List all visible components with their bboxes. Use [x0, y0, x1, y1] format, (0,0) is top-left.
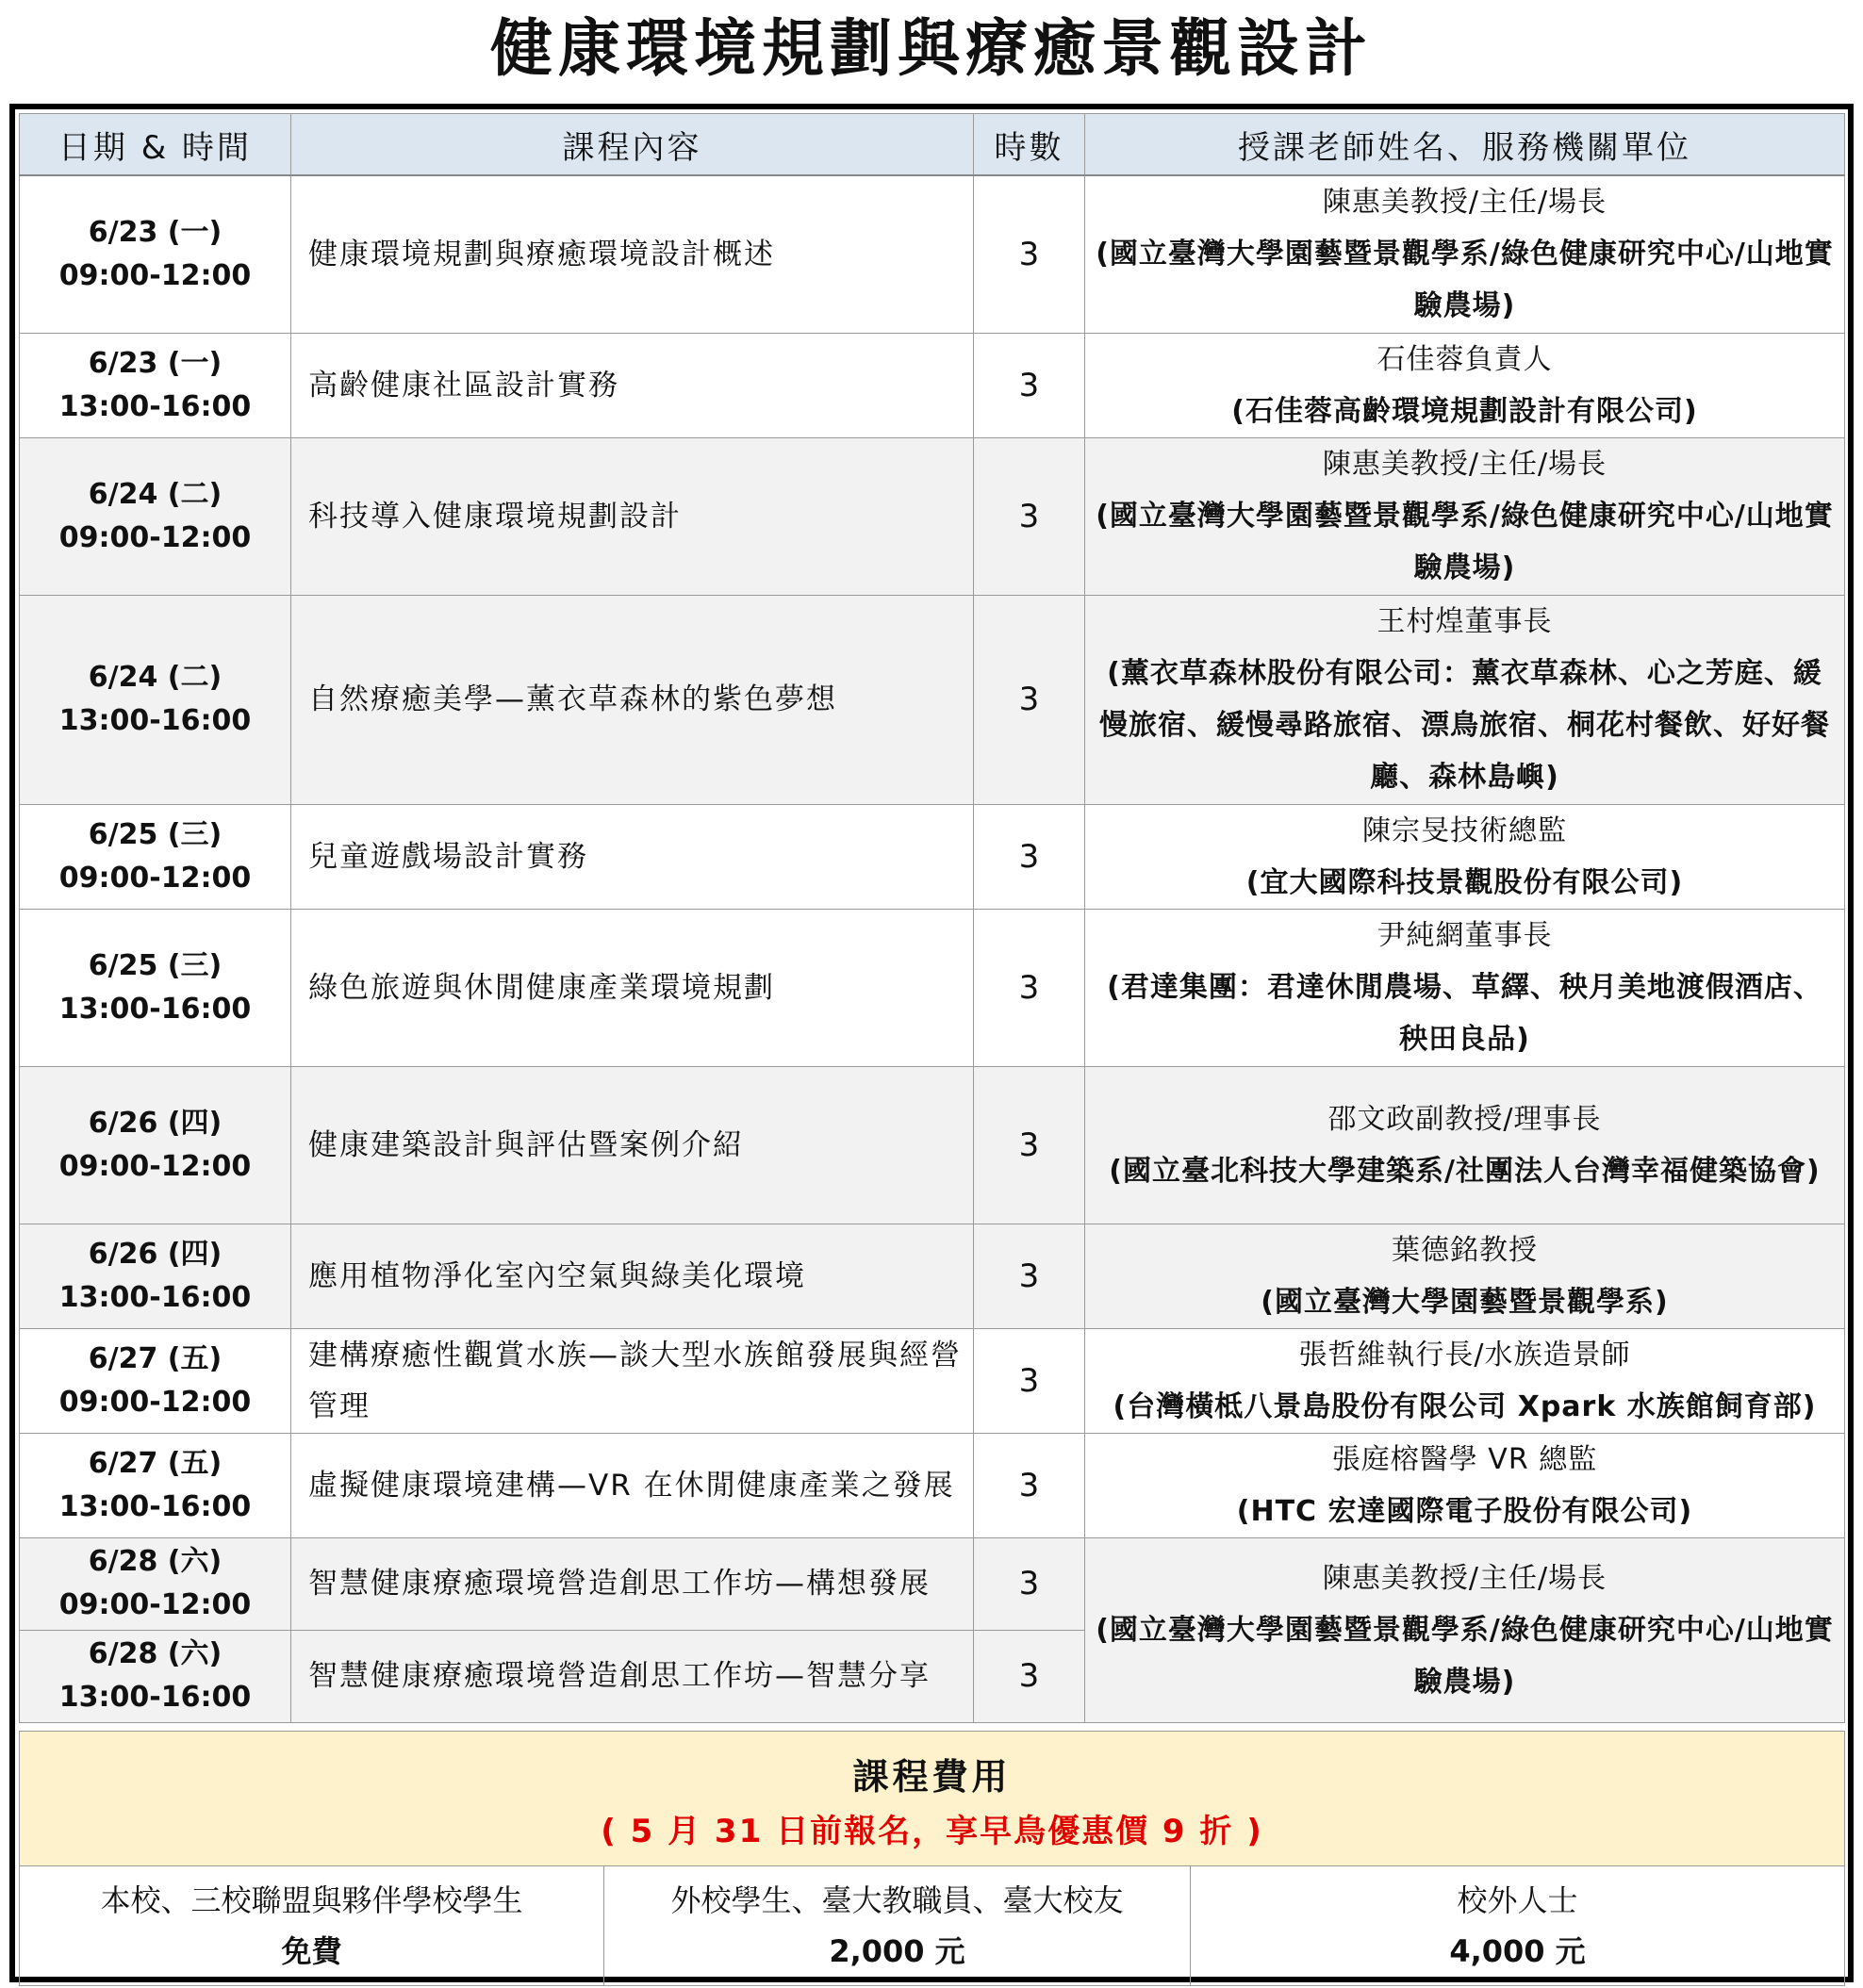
date: 6/26 (四): [88, 1237, 223, 1271]
time: 09:00-12:00: [58, 258, 252, 292]
date-cell: [20, 1224, 291, 1328]
date-cell: [20, 437, 291, 595]
date: 6/24 (二): [88, 477, 223, 511]
date-cell: [20, 909, 291, 1066]
teacher-name: 陳惠美教授/主任/場長: [1322, 186, 1607, 220]
table-row: [20, 595, 1845, 804]
fees-table: [19, 1731, 1845, 1986]
date-cell: [20, 1630, 291, 1722]
hours-cell: 3: [974, 1224, 1085, 1328]
time: 09:00-12:00: [58, 1385, 252, 1419]
date: 6/25 (三): [88, 948, 223, 982]
teacher-affiliation: (HTC 宏達國際電子股份有限公司): [1236, 1494, 1693, 1528]
hours-cell: 3: [974, 333, 1085, 437]
table-row: [20, 1328, 1845, 1433]
teacher-affiliation: (君達集團：君達休閒農場、草繹、秧月美地渡假酒店、秧田良品): [1107, 971, 1822, 1056]
course-cell: 虛擬健康環境建構—VR 在休閒健康產業之發展: [291, 1433, 974, 1537]
course-cell: 健康環境規劃與療癒環境設計概述: [291, 175, 974, 333]
teacher-name: 張庭榕醫學 VR 總監: [1331, 1442, 1598, 1476]
date: 6/28 (六): [88, 1637, 223, 1670]
course-cell: 科技導入健康環境規劃設計: [291, 437, 974, 595]
table-row: [20, 804, 1845, 909]
fee-category: [1191, 1866, 1845, 1986]
date-cell: [20, 333, 291, 437]
teacher-affiliation: (台灣橫柢八景島股份有限公司 Xpark 水族館飼育部): [1113, 1389, 1817, 1423]
teacher-cell: [1085, 333, 1845, 437]
date: 6/28 (六): [88, 1545, 223, 1578]
table-row: [20, 175, 1845, 333]
date: 6/23 (一): [88, 346, 223, 380]
date-cell: [20, 595, 291, 804]
teacher-cell: [1085, 909, 1845, 1066]
time: 13:00-16:00: [58, 389, 252, 423]
teacher-cell: [1085, 1433, 1845, 1537]
fee-price: 免費: [281, 1933, 342, 1969]
fee-label: 外校學生、臺大教職員、臺大校友: [670, 1882, 1124, 1918]
time: 13:00-16:00: [58, 1280, 252, 1314]
course-cell: 兒童遊戲場設計實務: [291, 804, 974, 909]
early-bird-note: ( 5 月 31 日前報名，享早鳥優惠價 9 折 ): [601, 1813, 1263, 1850]
teacher-name: 邵文政副教授/理事長: [1327, 1102, 1602, 1136]
fees-header-row: [20, 1732, 1845, 1866]
teacher-name: 尹純網董事長: [1377, 919, 1553, 952]
time: 13:00-16:00: [58, 704, 252, 737]
time: 09:00-12:00: [58, 1149, 252, 1183]
teacher-name: 張哲維執行長/水族造景師: [1298, 1338, 1631, 1372]
teacher-cell: [1085, 595, 1845, 804]
teacher-name: 陳惠美教授/主任/場長: [1322, 1561, 1607, 1595]
time: 09:00-12:00: [58, 861, 252, 895]
hours-cell: 3: [974, 1066, 1085, 1224]
course-cell: 建構療癒性觀賞水族—談大型水族館發展與經營管理: [291, 1328, 974, 1433]
teacher-affiliation: (國立臺灣大學園藝暨景觀學系/綠色健康研究中心/山地實驗農場): [1096, 1613, 1834, 1699]
date: 6/24 (二): [88, 661, 223, 694]
table-row: [20, 909, 1845, 1066]
fee-category: [604, 1866, 1191, 1986]
teacher-affiliation: (國立臺灣大學園藝暨景觀學系/綠色健康研究中心/山地實驗農場): [1096, 238, 1834, 323]
time: 13:00-16:00: [58, 1489, 252, 1523]
teacher-name: 陳宗旻技術總監: [1362, 813, 1567, 847]
hours-cell: 3: [974, 1433, 1085, 1537]
hours-cell: 3: [974, 595, 1085, 804]
date: 6/27 (五): [88, 1341, 223, 1375]
teacher-affiliation: (國立臺灣大學園藝暨景觀學系): [1261, 1285, 1669, 1319]
teacher-cell: [1085, 175, 1845, 333]
fees-row: [20, 1866, 1845, 1986]
date: 6/26 (四): [88, 1106, 223, 1140]
date-cell: [20, 1066, 291, 1224]
date: 6/27 (五): [88, 1446, 223, 1480]
teacher-cell: [1085, 804, 1845, 909]
table-row: [20, 1066, 1845, 1224]
hours-cell: 3: [974, 804, 1085, 909]
teacher-affiliation: (國立臺北科技大學建築系/社團法人台灣幸福健築協會): [1109, 1154, 1821, 1188]
time: 09:00-12:00: [58, 520, 252, 554]
teacher-affiliation: (宜大國際科技景觀股份有限公司): [1245, 865, 1684, 899]
course-cell: 智慧健康療癒環境營造創思工作坊—智慧分享: [291, 1630, 974, 1722]
teacher-name: 王村煌董事長: [1377, 605, 1553, 638]
header-course: 課程內容: [291, 114, 974, 176]
teacher-name: 石佳蓉負責人: [1377, 342, 1553, 376]
date-cell: [20, 1328, 291, 1433]
page-title: 健康環境規劃與療癒景觀設計: [490, 12, 1373, 85]
teacher-affiliation: (石佳蓉高齡環境規劃設計有限公司): [1231, 394, 1698, 428]
hours-cell: 3: [974, 437, 1085, 595]
course-cell: 應用植物淨化室內空氣與綠美化環境: [291, 1224, 974, 1328]
fee-price: 2,000 元: [829, 1933, 965, 1969]
teacher-cell: [1085, 1328, 1845, 1433]
table-row: [20, 1537, 1845, 1630]
date-cell: [20, 1433, 291, 1537]
fees-header: [20, 1732, 1845, 1866]
header-hours: 時數: [974, 114, 1085, 176]
course-cell: 智慧健康療癒環境營造創思工作坊—構想發展: [291, 1537, 974, 1630]
date: 6/25 (三): [88, 817, 223, 851]
header-row: [20, 114, 1845, 176]
time: 13:00-16:00: [58, 992, 252, 1026]
fee-category: [20, 1866, 604, 1986]
hours-cell: 3: [974, 175, 1085, 333]
table-row: [20, 333, 1845, 437]
date-cell: [20, 175, 291, 333]
course-cell: 高齡健康社區設計實務: [291, 333, 974, 437]
time: 13:00-16:00: [58, 1681, 252, 1714]
fee-price: 4,000 元: [1449, 1933, 1586, 1969]
hours-cell: 3: [974, 1537, 1085, 1630]
hours-cell: 3: [974, 909, 1085, 1066]
teacher-affiliation: (國立臺灣大學園藝暨景觀學系/綠色健康研究中心/山地實驗農場): [1096, 500, 1834, 584]
teacher-cell: [1085, 1537, 1845, 1722]
time: 09:00-12:00: [58, 1588, 252, 1621]
fee-label: 校外人士: [1457, 1882, 1578, 1918]
hours-cell: 3: [974, 1630, 1085, 1722]
teacher-name: 葉德銘教授: [1392, 1233, 1538, 1267]
teacher-name: 陳惠美教授/主任/場長: [1322, 448, 1607, 481]
teacher-cell: [1085, 1224, 1845, 1328]
date: 6/23 (一): [88, 215, 223, 249]
course-cell: 健康建築設計與評估暨案例介紹: [291, 1066, 974, 1224]
course-cell: 自然療癒美學—薰衣草森林的紫色夢想: [291, 595, 974, 804]
fee-label: 本校、三校聯盟與夥伴學校學生: [100, 1882, 523, 1918]
teacher-cell: [1085, 1066, 1845, 1224]
header-date: 日期 & 時間: [20, 114, 291, 176]
header-teacher: 授課老師姓名、服務機關單位: [1085, 114, 1845, 176]
date-cell: [20, 804, 291, 909]
table-row: [20, 1224, 1845, 1328]
table-row: [20, 1433, 1845, 1537]
teacher-cell: [1085, 437, 1845, 595]
fees-title: 課程費用: [852, 1756, 1012, 1798]
hours-cell: 3: [974, 1328, 1085, 1433]
schedule-table: [19, 113, 1845, 1723]
date-cell: [20, 1537, 291, 1630]
course-cell: 綠色旅遊與休閒健康產業環境規劃: [291, 909, 974, 1066]
teacher-affiliation: (薰衣草森林股份有限公司：薰衣草森林、心之芳庭、緩慢旅宿、緩慢尋路旅宿、漂鳥旅宿、桐花村餐飲、好好餐廳、森林島嶼): [1099, 657, 1830, 794]
table-row: [20, 437, 1845, 595]
